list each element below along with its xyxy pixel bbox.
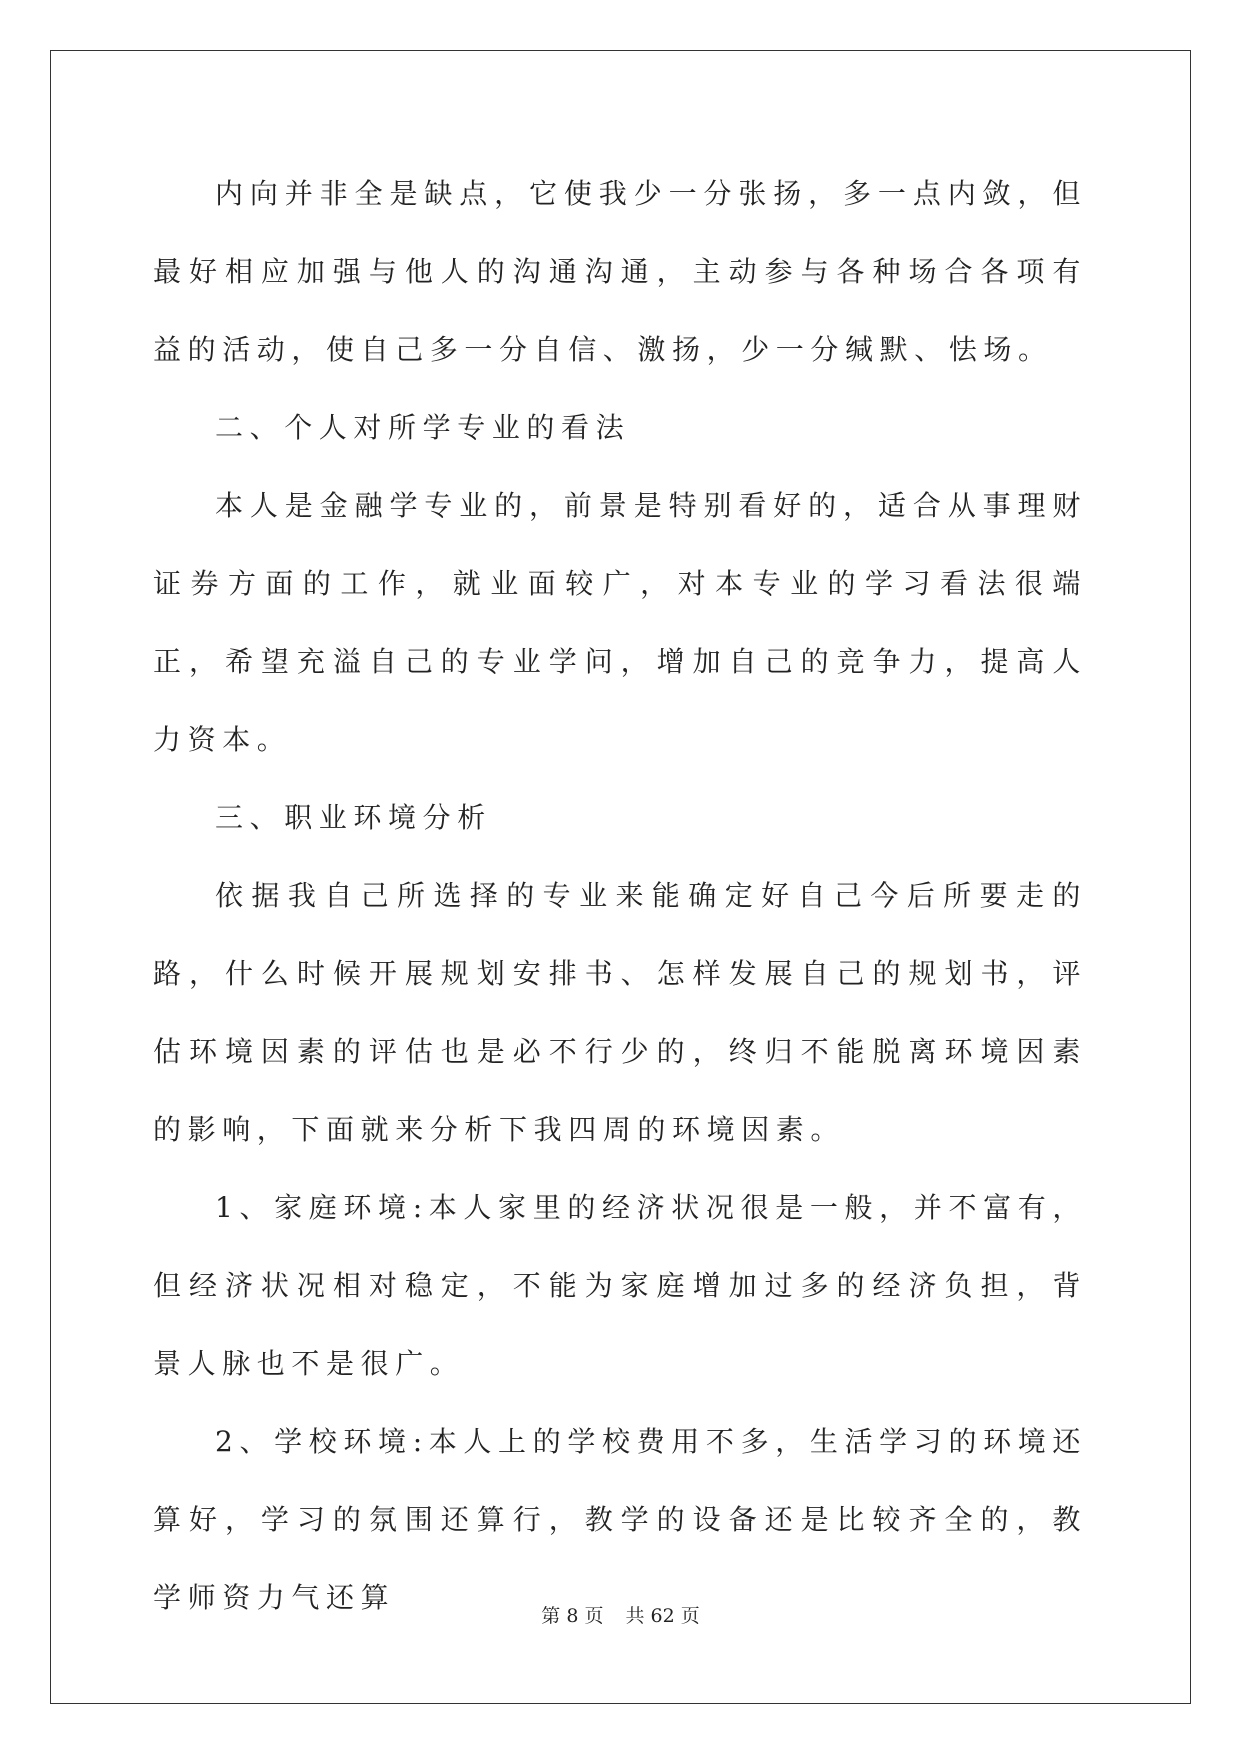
page-footer	[0, 1604, 1241, 1628]
total-pages: 共 62 页	[625, 1605, 700, 1627]
paragraph-major-view: 本人是金融学专业的，前景是特别看好的，适合从事理财证券方面的工作，就业面较广，对本专业的学习看法很端正，希望充溢自己的专业学问，增加自己的竞争力，提高人力资本。	[153, 489, 1087, 756]
document-body	[153, 155, 1087, 1637]
heading-environment-analysis: 三、职业环境分析	[215, 801, 492, 834]
paragraph-environment-analysis: 依据我自己所选择的专业来能确定好自己今后所要走的路，什么时候开展规划安排书、怎样发展自己的规划书，评估环境因素的评估也是必不行少的，终归不能脱离环境因素的影响，下面就来分析下我四周的环境因素。	[153, 879, 1087, 1146]
paragraph-school-environment: 2、学校环境:本人上的学校费用不多，生活学习的环境还算好，学习的氛围还算行，教学的设备还是比较齐全的，教学师资力气还算	[153, 1425, 1087, 1614]
paragraph-introversion: 内向并非全是缺点，它使我少一分张扬，多一点内敛，但最好相应加强与他人的沟通沟通，主动参与各种场合各项有益的活动，使自己多一分自信、激扬，少一分缄默、怯场。	[153, 177, 1087, 366]
paragraph-family-environment: 1、家庭环境:本人家里的经济状况很是一般，并不富有，但经济状况相对稳定，不能为家庭增加过多的经济负担，背景人脉也不是很广。	[153, 1191, 1087, 1380]
heading-major-view: 二、个人对所学专业的看法	[215, 411, 631, 444]
page-number: 第 8 页	[541, 1605, 604, 1627]
